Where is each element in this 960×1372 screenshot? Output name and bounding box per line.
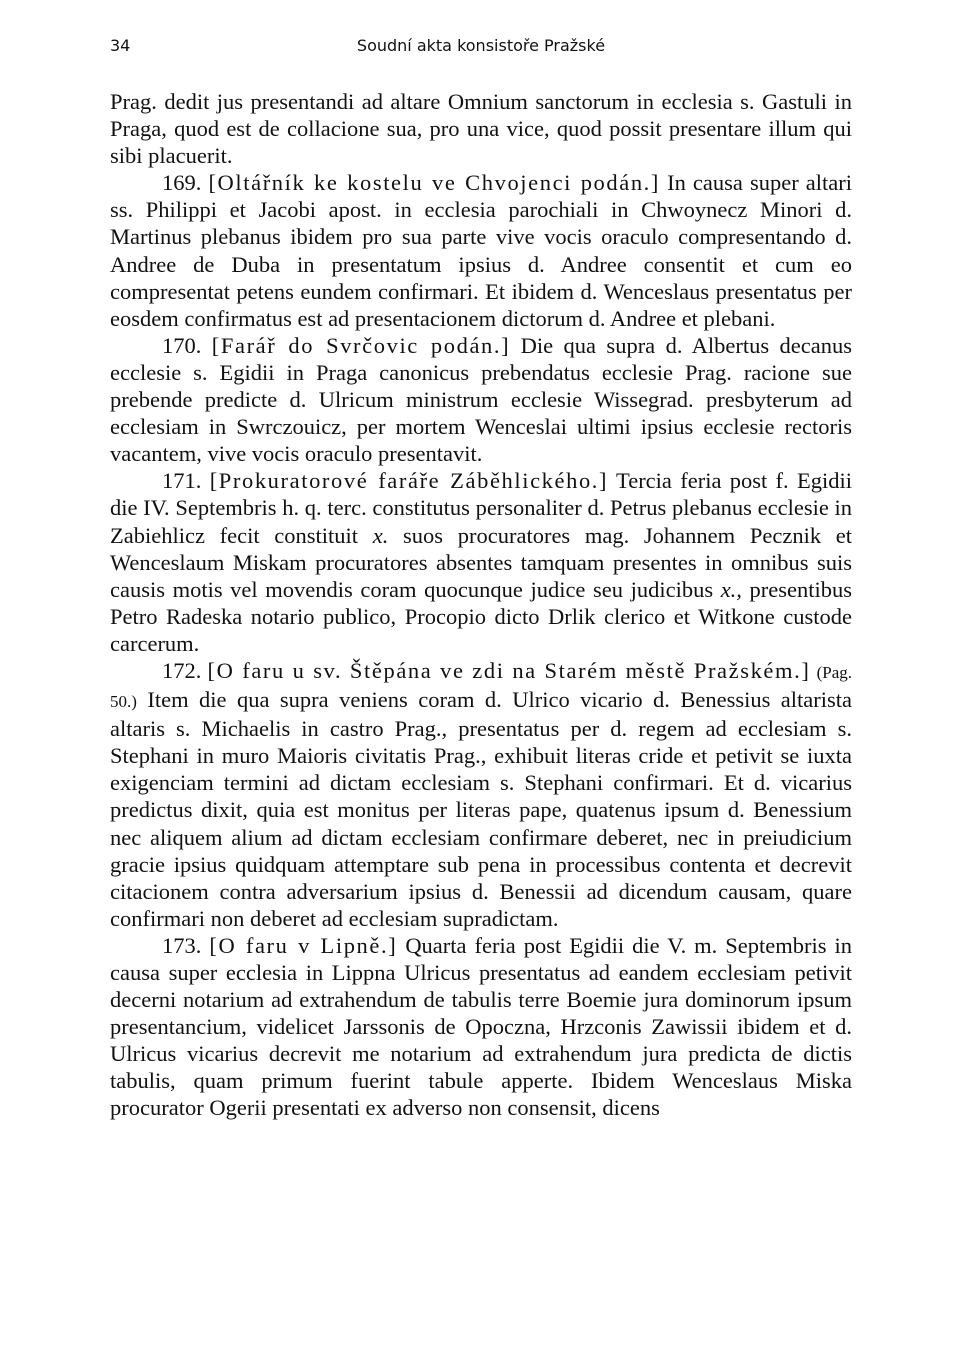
entry-text-middle: suos procuratores mag. Johannem Pecznik et Wenceslaum Miskam procuratores absentes tamquam presentes in omnibus suis causis motis vel movendis coram quocunque judice seu judicibus [110, 522, 852, 602]
entry-text-before: Tercia feria post f. Egidii die IV. Septembris h. q. terc. constitutus personaliter d. Petrus plebanus ecclesie in Zabiehlicz fecit constituit [110, 468, 852, 548]
abbreviation-mark: x. [372, 522, 389, 548]
entry-text: Die qua supra d. Albertus decanus ecclesie s. Egidii in Praga canonicus prebendatus ecclesie Prag. racione sue prebende predicte d. Ulricum ministrum ecclesie Wissegrad. presbyterum ad ecclesiam in Swrczouicz, per mortem Wenceslai ultimi ipsius ecclesie rectoris vacantem, vive vocis oraculo presentavit. [110, 332, 853, 467]
entry-number: 169. [162, 170, 202, 196]
entry-173 [110, 932, 852, 1122]
entry-number: 172. [162, 657, 202, 683]
entry-number: 171. [162, 468, 202, 494]
body-text [110, 88, 852, 1122]
continuation-paragraph [110, 88, 852, 169]
entry-171 [110, 467, 852, 657]
entry-170 [110, 332, 852, 467]
continuation-text: Prag. dedit jus presentandi ad altare Omnium sanctorum in ecclesia s. Gastuli in Praga, quod est de collacione sua, pro una vice, quod possit presentare illum qui sibi placuerit. [110, 89, 852, 169]
entry-169 [110, 169, 852, 332]
entry-heading: [Farář do Svrčovic podán.] [211, 332, 511, 358]
abbreviation-mark: x., [720, 576, 742, 602]
entry-number: 173. [162, 932, 202, 958]
entry-text-after: presentibus Petro Radeska notario publico, Procopio dicto Drlik clerico et Witkone custode carcerum. [110, 576, 853, 656]
entry-text: Quarta feria post Egidii die V. m. Septembris in causa super ecclesia in Lippna Ulricus presentatus ad eandem ecclesiam petivit decerni notarium ad extrahendum de tabulis terre Boemie jura dominorum ipsum presentancium, videlicet Jarssonis de Opoczna, Hrzconis Zawissii ibidem et d. Ulricus vicarius decrevit me notarium ad extrahendum jura predicta de dictis tabulis, quam primum fuerint tabule apperte. Ibidem Wenceslaus Miska procurator Ogerii presentati ex adverso non consensit, dicens [110, 932, 853, 1121]
entry-text: In causa super altari ss. Philippi et Jacobi apost. in ecclesia parochiali in Chwoynecz Minori d. Martinus plebanus ibidem pro sua parte vive vocis oraculo compresentando d. Andree de Duba in presentatum ipsius d. Andree consentit et cum eo compresentat petens eundem confirmari. Et ibidem d. Wenceslaus presentatus per eosdem confirmatus est ad presentacionem dictorum d. Andree et plebani. [110, 170, 853, 331]
page-reference: (Pag. 50.) [110, 662, 853, 712]
running-head [110, 36, 852, 60]
entry-heading: [O faru v Lipně.] [209, 932, 398, 958]
entry-text: Item die qua supra veniens coram d. Ulrico vicario d. Benessius altarista altaris s. Michaelis in castro Prag., presentatus per d. regem ad ecclesiam s. Stephani in muro Maioris civitatis Prag., exhibuit literas cride et petivit se iuxta exigenciam termini ad dictam ecclesiam s. Stephani confirmari. Et d. vicarius predictus dixit, quia est monitus per literas pape, quatenus ipsum d. Benessium nec aliquem alium ad dictam ecclesiam confirmare deberet, nec in preiudicium gracie ipsius quidquam attemptare sub pena in processibus contenta et decrevit citacionem contra adversarium ipsius d. Benessii ad dicendum causam, quare confirmari non deberet ad ecclesiam supradictam. [110, 687, 853, 931]
entry-heading: [Oltářník ke kostelu ve Chvojenci podán.] [208, 170, 661, 196]
entry-172 [110, 657, 852, 932]
page-number: 34 [110, 36, 131, 55]
running-title: Soudní akta konsistoře Pražské [356, 36, 606, 55]
entry-number: 170. [162, 332, 202, 358]
entry-heading: [O faru u sv. Štěpána ve zdi na Starém městě Pražském.] [207, 657, 811, 683]
entry-heading: [Prokuratorové faráře Záběhlického.] [209, 468, 609, 494]
